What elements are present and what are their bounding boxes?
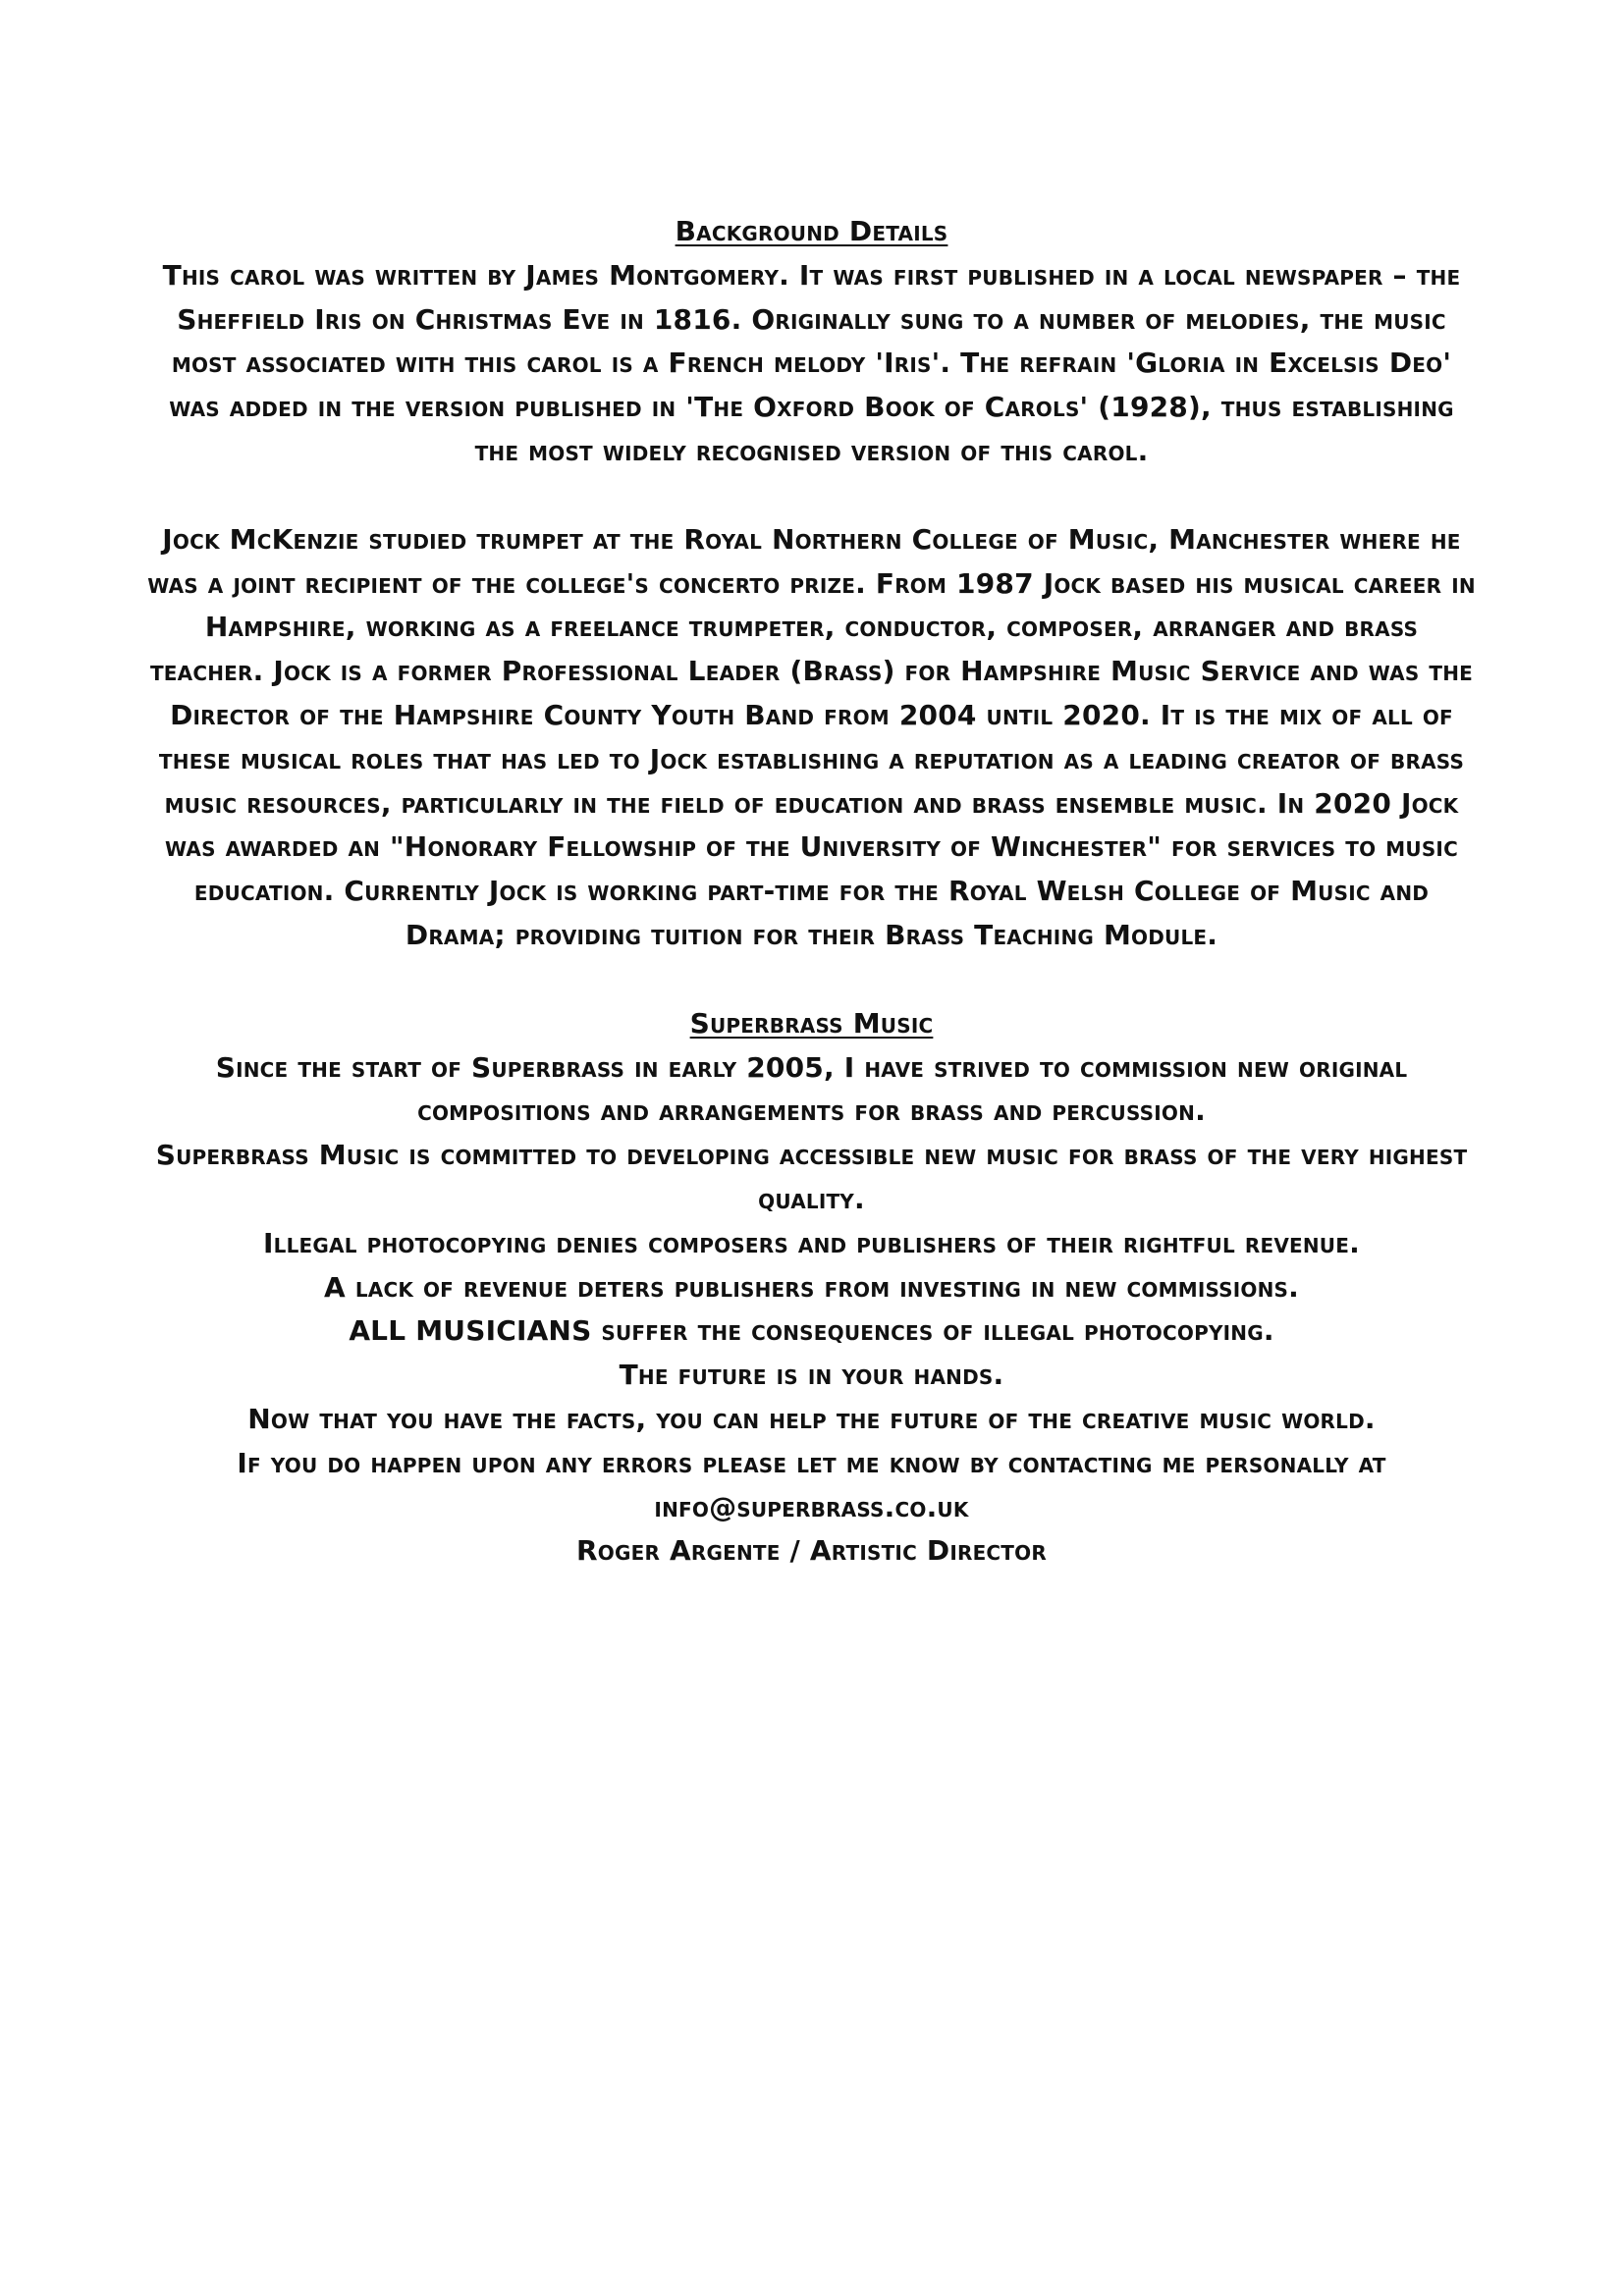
superbrass-line-4: A lack of revenue deters publishers from investing in new commissions. [324, 1270, 1299, 1304]
superbrass-line-2: Superbrass Music is committed to developing accessible new music for brass of the very highest quality. [155, 1139, 1468, 1215]
superbrass-line-6: The future is in your hands. [619, 1359, 1004, 1392]
all-musicians-emphasis: ALL MUSICIANS [349, 1314, 592, 1348]
biography-section [147, 518, 1476, 958]
background-text: This carol was written by James Montgomery. It was first published in a local newspaper – the Sheffield Iris on Christmas Eve in 1816. Originally sung to a number of melodies, the music most associated with this carol is a French melody 'Iris'. The refrain 'Gloria in Excelsis Deo' was added in the version published in 'The Oxford Book of Carols' (1928), thus establishing the most widely recognised version of this carol. [162, 258, 1461, 467]
superbrass-section [147, 1002, 1476, 1574]
contact-email[interactable]: info@superbrass.co.uk [654, 1490, 969, 1523]
biography-text: Jock McKenzie studied trumpet at the Royal Northern College of Music, Manchester where he was a joint recipient of the college's concerto prize. From 1987 Jock based his musical career in Hampshire, working as a freelance trumpeter, conductor, composer, arranger and brass teacher. Jock is a former Professional Leader (Brass) for Hampshire Music Service and was the Director of the Hampshire County Youth Band from 2004 until 2020. It is the mix of all of these musical roles that has led to Jock establishing a reputation as a leading creator of brass music resources, particularly in the field of education and brass ensemble music. In 2020 Jock was awarded an "Honorary Fellowship of the University of Winchester" for services to music education. Currently Jock is working part-time for the Royal Welsh College of Music and Drama; providing tuition for their Brass Teaching Module. [147, 522, 1476, 951]
background-heading: Background Details [675, 215, 948, 247]
superbrass-line-3: Illegal photocopying denies composers and publishers of their rightful revenue. [263, 1226, 1360, 1259]
superbrass-line-5-rest: suffer the consequences of illegal photocopying. [591, 1314, 1274, 1348]
background-section [147, 210, 1476, 474]
superbrass-line-1: Since the start of Superbrass in early 2005, I have strived to commission new original compositions and arrangements for brass and percussion. [215, 1050, 1408, 1128]
signature: Roger Argente / Artistic Director [576, 1534, 1047, 1568]
superbrass-line-5 [147, 1309, 1476, 1354]
superbrass-line-8: If you do happen upon any errors please let me know by contacting me personally at [237, 1446, 1386, 1479]
superbrass-line-7: Now that you have the facts, you can help the future of the creative music world. [247, 1402, 1376, 1435]
document-page [147, 210, 1476, 1574]
superbrass-heading: Superbrass Music [689, 1006, 934, 1040]
